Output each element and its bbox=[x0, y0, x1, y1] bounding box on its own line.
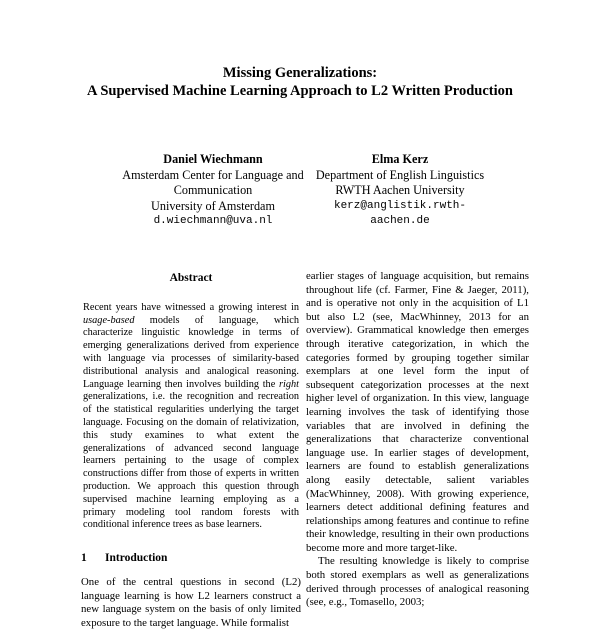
body-paragraph: The resulting knowledge is likely to comprise both stored exemplars as well as generalizations derived through processes of analogical reasoning (see, e.g., Tomasello, 2003; bbox=[306, 555, 529, 609]
author-email: d.wiechmann@uva.nl bbox=[153, 215, 273, 227]
author-affiliation: Communication bbox=[173, 183, 253, 197]
section-heading bbox=[81, 552, 301, 565]
author-affiliation: Department of English Linguistics bbox=[315, 167, 485, 182]
author-affiliation: Amsterdam Center for Language and bbox=[122, 167, 304, 182]
section-title: Introduction bbox=[105, 552, 168, 565]
author-email: aachen.de bbox=[370, 215, 430, 227]
left-column bbox=[81, 270, 301, 630]
paper-title bbox=[0, 64, 600, 100]
abstract-heading: Abstract bbox=[169, 272, 213, 284]
author-affiliation: RWTH Aachen University bbox=[335, 183, 465, 197]
title-line-2: A Supervised Machine Learning Approach to L2 Written Production bbox=[87, 83, 513, 99]
author-name: Elma Kerz bbox=[371, 152, 429, 166]
abstract-text: Recent years have witnessed a growing interest in usage-based models of language, which characterize linguistic knowledge in terms of emerging generalizations derived from experience with language via processes of similarity-based distributional analysis and analogical reasoning. Language learning then involves building the right generalizations, i.e. the recognition and recreation of the statistical regularities underlying the target language. Focusing on the domain of relativization, this study examines to what extent the generalizations of advanced second language learners pertaining to the usage of complex constructions differ from those of experts in written production. We approach this question through supervised machine learning employing as a primary modeling tool random forests with conditional inference trees as base learners. bbox=[83, 301, 299, 531]
author-name: Daniel Wiechmann bbox=[163, 152, 263, 166]
body-paragraph: earlier stages of language acquisition, but remains throughout life (cf. Farmer, Fine & Jaeger, 2011), and is operative not only in the acquisition of L1 but also L2 (see, MacWhinney, 2013 for an overview). Grammatical knowledge then emerges through iterative categorization, in which the categories formed by grouping together similar exemplars at one level form the input of subsequent categorization processes at the next higher level of organization. In this view, language learning involves the task of identifying those variables that are involved in defining the generalizations that characterize conventional language use. In earlier stages of development, learners are found to establish generalizations along easily detectable, salient variables (MacWhinney, 2008). With growing experience, learners detect additional defining features and relationships among features and continue to refine their knowledge, resulting in their own productions become more and more target-like. bbox=[306, 270, 529, 554]
right-column bbox=[306, 270, 529, 610]
introduction-text: One of the central questions in second (L2) language learning is how L2 learners construct a new language system on the basis of only limited exposure to the target language. While formalist bbox=[81, 575, 301, 629]
title-line-1: Missing Generalizations: bbox=[222, 65, 378, 81]
author-email: kerz@anglistik.rwth- bbox=[333, 199, 467, 212]
author-affiliation: University of Amsterdam bbox=[151, 198, 275, 213]
author-block-2 bbox=[285, 152, 515, 230]
section-number: 1 bbox=[81, 552, 87, 565]
